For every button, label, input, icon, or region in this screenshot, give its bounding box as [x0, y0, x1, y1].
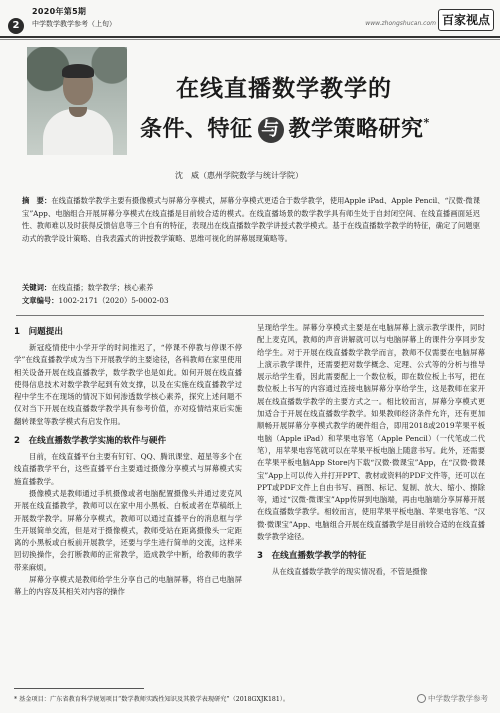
body-column-left: [14, 322, 242, 599]
funding-footnote: * 基金项目：广东省教育科学规划项目“数学教师实践性知识及其教学表现研究”（2018GXJK181）。: [14, 696, 290, 703]
abstract: [22, 195, 480, 245]
header-divider-thin: [0, 39, 500, 40]
journal-website: www.zhongshucan.com: [365, 20, 436, 27]
paragraph: 摄像模式是教师通过手机摄像或者电脑配置摄像头并通过麦克风开展在线直播教学，教师可以在家中用小黑板、白板或者在草稿纸上开展数学教学。屏幕分享模式，教师可以通过直播平台的消息框与学生开展简单交流，但是对于摄像模式，教师受站在距离摄像头一定距离的小黑板或白板前开展教学，还要与学生进行简单的交流，这样来回切换操作，会打断教师的正常教学，造成教学中断，给教师的教学带来麻烦。: [14, 488, 242, 572]
paragraph: 从在线直播数学教学的现实情况看，不管是摄像: [272, 567, 428, 577]
title-part-b: 教学策略研究: [288, 116, 424, 142]
paragraph: 新冠疫情使中小学开学的时间推迟了，“停课不停教与停课不停学”在线直播教学成为当下开展教学的主要途径，各科教师在家里使用相关设备开展在线直播教学，数学教学也是如此。如何开展在线直播使得信息技术对数学教学起到有效支撑，以及在实施在线直播教学过程中学生不在现场的情况下如何渗透数学核心素养，探究上述问题不仅对当下开展在线直播数学教学具有参考价值，亦对疫情结束后实施翻转课堂等教学模式有启发作用。: [14, 343, 242, 426]
paragraph: 呈现给学生。屏幕分享模式主要是在电脑屏幕上演示教学课件，同时配上麦克风，教师的声音讲解就可以与电脑屏幕上的课件分享同步发给学生。对于开展在线直播数学教学而言，教师不仅需要在电脑屏幕上演示教学课件，还需要把对数学概念、定理、公式等的分析与推导展示给学生看，因此需要配上一个数位板，即在数位板上书写，把在数位板上书写的内容通过连接电脑屏幕分享给学生，这是教师在家开展在线直播数学教学的主要方式之一。相比较而言，屏幕分享模式更加适合于开展在线直播数学教学。如果教师经济条件允许，还有更加顺畅开展屏幕分享模式教学的硬件组合，即用2018或2019苹果平板电脑（Apple iPad）和苹果电容笔（Apple Pencil）（一代笔或二代笔），用苹果电容笔就可以在苹果平板电脑上随意书写。此外，还需要在苹果平板电脑App Store内下载“汉微·微课宝”App，在“汉微·微课宝”App上可以传入并打开PPT、教材或资料的PDF文件等，还可以在PPT或PDF文件上自由书写、画图、标记、复制、放大、缩小、擦除等，通过“汉微·微课宝”App传屏到电脑端，再由电脑端分享屏幕开展在线直播数学教学。相较而言，使用苹果平板电脑、苹果电容笔、“汉微·微课宝”App、电脑组合开展在线直播教学是目前较合适的在线直播数学教学途径。: [257, 323, 485, 542]
abstract-divider: [16, 315, 484, 316]
watermark-text: 中学数学教学参考: [428, 694, 488, 703]
article-title-line1: 在线直播数学教学的: [176, 75, 392, 102]
paragraph: 屏幕分享模式是教师给学生分享自己的电脑屏幕，将自己电脑屏幕上的内容及其相关对内容的操作: [14, 575, 242, 597]
keywords-label: 关键词：: [22, 283, 52, 292]
author-name: 沈 威: [175, 171, 199, 180]
wechat-watermark: [417, 693, 488, 704]
abstract-label: 摘 要：: [22, 196, 52, 205]
paragraph: 目前，在线直播平台主要有钉钉、QQ、腾讯课堂、超星等多个在线直播教学平台，这些直播平台主要通过摄像分享模式与屏幕模式实施直播教学。: [14, 452, 242, 486]
wechat-icon: [417, 694, 426, 703]
issue-label: 2020年第5期: [32, 7, 87, 16]
section-heading-3: 3 在线直播数学教学的特征: [257, 551, 367, 562]
title-part-a: 条件、特征: [140, 116, 253, 142]
section-heading-1: 1 问题提出: [14, 327, 63, 337]
page-header: [0, 0, 500, 52]
section-heading-2: 2 在线直播数学教学实施的软件与硬件: [14, 436, 167, 447]
article-number-line: [22, 296, 169, 306]
header-divider: [0, 36, 500, 38]
abstract-text: 在线直播数学教学主要有摄像模式与屏幕分享模式，屏幕分享模式更适合于数学教学，使用Apple iPad、Apple Pencil、“汉微·微课宝”App、电脑组合开展屏幕分享模式在线直播是目前较合适的模式。在线直播场景的数学教学具有师生处于自封闭空间、在线直播画面延迟性、教师难以及时获得反馈信息等三个自有的特征，表现出在线直播数学教学讲授式教学模式。基于在线直播数学教学的特征，确定了问题驱动式的教学设计策略、自我表露式的讲授教学策略、思维可视化的屏幕展现策略等。: [22, 196, 480, 243]
journal-name: 中学数学教学参考（上旬）: [32, 20, 116, 28]
column-brand-badge: 百家视点: [438, 9, 494, 31]
keywords-line: [22, 283, 153, 293]
author-affiliation: （惠州学院数学与统计学院）: [199, 171, 303, 180]
author-byline: [175, 170, 303, 181]
article-number-label: 文章编号：: [22, 296, 59, 305]
page-number: 2: [8, 18, 24, 34]
article-number: 1002-2171（2020）5-0002-03: [58, 296, 169, 305]
article-title-line2: [140, 112, 430, 143]
body-column-right: [257, 322, 485, 579]
author-photo: [27, 47, 127, 155]
title-connector-badge: 与: [258, 117, 284, 143]
keywords: 在线直播；数学教学；核心素养: [51, 283, 154, 292]
footnote-divider: [14, 688, 144, 689]
title-footnote-mark: *: [423, 116, 430, 129]
